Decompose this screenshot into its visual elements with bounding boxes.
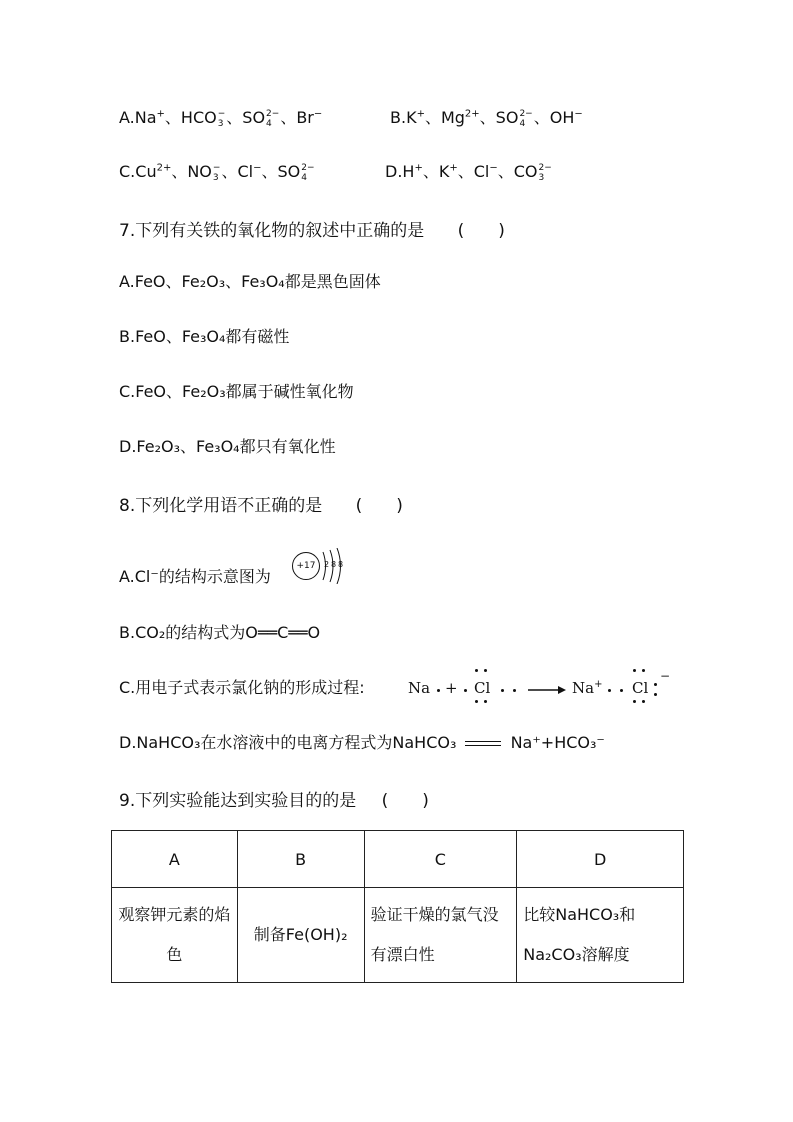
na-atom: Na (408, 679, 431, 697)
cl-ion: Cl (632, 679, 649, 697)
q8-option-c (119, 678, 365, 698)
table-header-cell: D (517, 831, 684, 888)
table-cell: 验证干燥的氯气没有漂白性 (364, 888, 517, 983)
table-cell: 观察钾元素的焰色 (112, 888, 238, 983)
q7-option-c: C.FeO、Fe₂O₃都属于碱性氧化物 (119, 382, 354, 401)
q8-option-c-text: C.用电子式表示氯化钠的形成过程: (119, 678, 365, 697)
q9-stem (119, 786, 429, 811)
q8-answer-blank: ( ) (355, 496, 403, 516)
plus-sign: + (445, 679, 458, 697)
q8-stem-text: 8.下列化学用语不正确的是 (119, 496, 323, 516)
q8-stem (119, 491, 403, 516)
cl-ion-left-dot-2 (620, 689, 623, 692)
q7-answer-blank: ( ) (457, 221, 505, 241)
cl-left-dot (464, 689, 467, 692)
reaction-arrow-icon (528, 685, 568, 695)
q6-option-a-label: A. (119, 108, 135, 127)
q7-stem (119, 216, 505, 241)
q7-option-b: B.FeO、Fe₃O₄都有磁性 (119, 327, 290, 346)
table-row (112, 888, 684, 983)
cl-ion-right-dot-1 (654, 683, 657, 686)
nucleus-charge: +17 (296, 561, 316, 571)
cl-top-dot-2 (484, 669, 487, 672)
shell-3-count: 8 (338, 560, 344, 569)
table-cell: 制备Fe(OH)₂ (237, 888, 364, 983)
q6-option-c: $C.Cu^{2+}$、NO − 3 、Cl−、SO 2− 4 (119, 162, 315, 183)
cl-ion-charge: − (660, 669, 671, 683)
shell-2-count: 8 (331, 560, 337, 569)
cl-ion-top-dot-1 (633, 669, 636, 672)
q8-option-a (119, 567, 271, 587)
cl-bottom-dot-2 (484, 700, 487, 703)
shell-1-count: 2 (324, 560, 330, 569)
q7-stem-text: 7.下列有关铁的氧化物的叙述中正确的是 (119, 221, 425, 241)
q9-options-table (111, 830, 684, 983)
table-header-row (112, 831, 684, 888)
q9-stem-text: 9.下列实验能达到实验目的的是 (119, 791, 357, 811)
q6-option-b-label: B. (390, 108, 407, 127)
q8-option-a-text: A.Cl⁻的结构示意图为 (119, 567, 271, 586)
cl-atom: Cl (474, 679, 491, 697)
cl-ion-bottom-dot-1 (633, 700, 636, 703)
q8-option-d-suffix: Na⁺+HCO₃⁻ (510, 733, 605, 752)
q6-option-a: A.Na+、HCO − 3 、SO 2− 4 、Br− (119, 108, 323, 129)
q8-option-d (119, 733, 605, 753)
table-header-cell: A (112, 831, 238, 888)
table-cell: 比较NaHCO₃和Na₂CO₃溶解度 (517, 888, 684, 983)
q7-option-d: D.Fe₂O₃、Fe₃O₄都只有氧化性 (119, 437, 336, 456)
cl-bottom-dot-1 (475, 700, 478, 703)
cl-right-dot-1 (501, 689, 504, 692)
na-ion: Na+ (572, 679, 603, 697)
cl-ion-right-dot-2 (654, 693, 657, 696)
cl-ion-bottom-dot-2 (642, 700, 645, 703)
cl-top-dot-1 (475, 669, 478, 672)
cl-ion-top-dot-2 (642, 669, 645, 672)
q7-option-a: A.FeO、Fe₂O₃、Fe₃O₄都是黑色固体 (119, 272, 381, 291)
na-electron-dot (437, 689, 440, 692)
q6-option-b: B.K+、$Mg^{2+}$、SO 2− 4 、OH− (390, 108, 583, 129)
cl-ion-left-dot-1 (608, 689, 611, 692)
q8-option-b: B.CO₂的结构式为O══C══O (119, 623, 321, 642)
q8-option-d-prefix: D.NaHCO₃在水溶液中的电离方程式为NaHCO₃ (119, 733, 457, 752)
q6-option-d-label: D. (385, 162, 403, 181)
nacl-formation-electron-dots (408, 665, 678, 705)
chloride-structure-diagram (292, 548, 352, 584)
q6-option-c-label: C. (119, 162, 136, 181)
table-header-cell: B (237, 831, 364, 888)
cl-right-dot-2 (513, 689, 516, 692)
q9-answer-blank: ( ) (381, 791, 429, 811)
equals-sign-icon (465, 741, 501, 746)
q6-option-d: D.H+、K+、Cl−、CO 2− 3 (385, 162, 552, 183)
table-header-cell: C (364, 831, 517, 888)
